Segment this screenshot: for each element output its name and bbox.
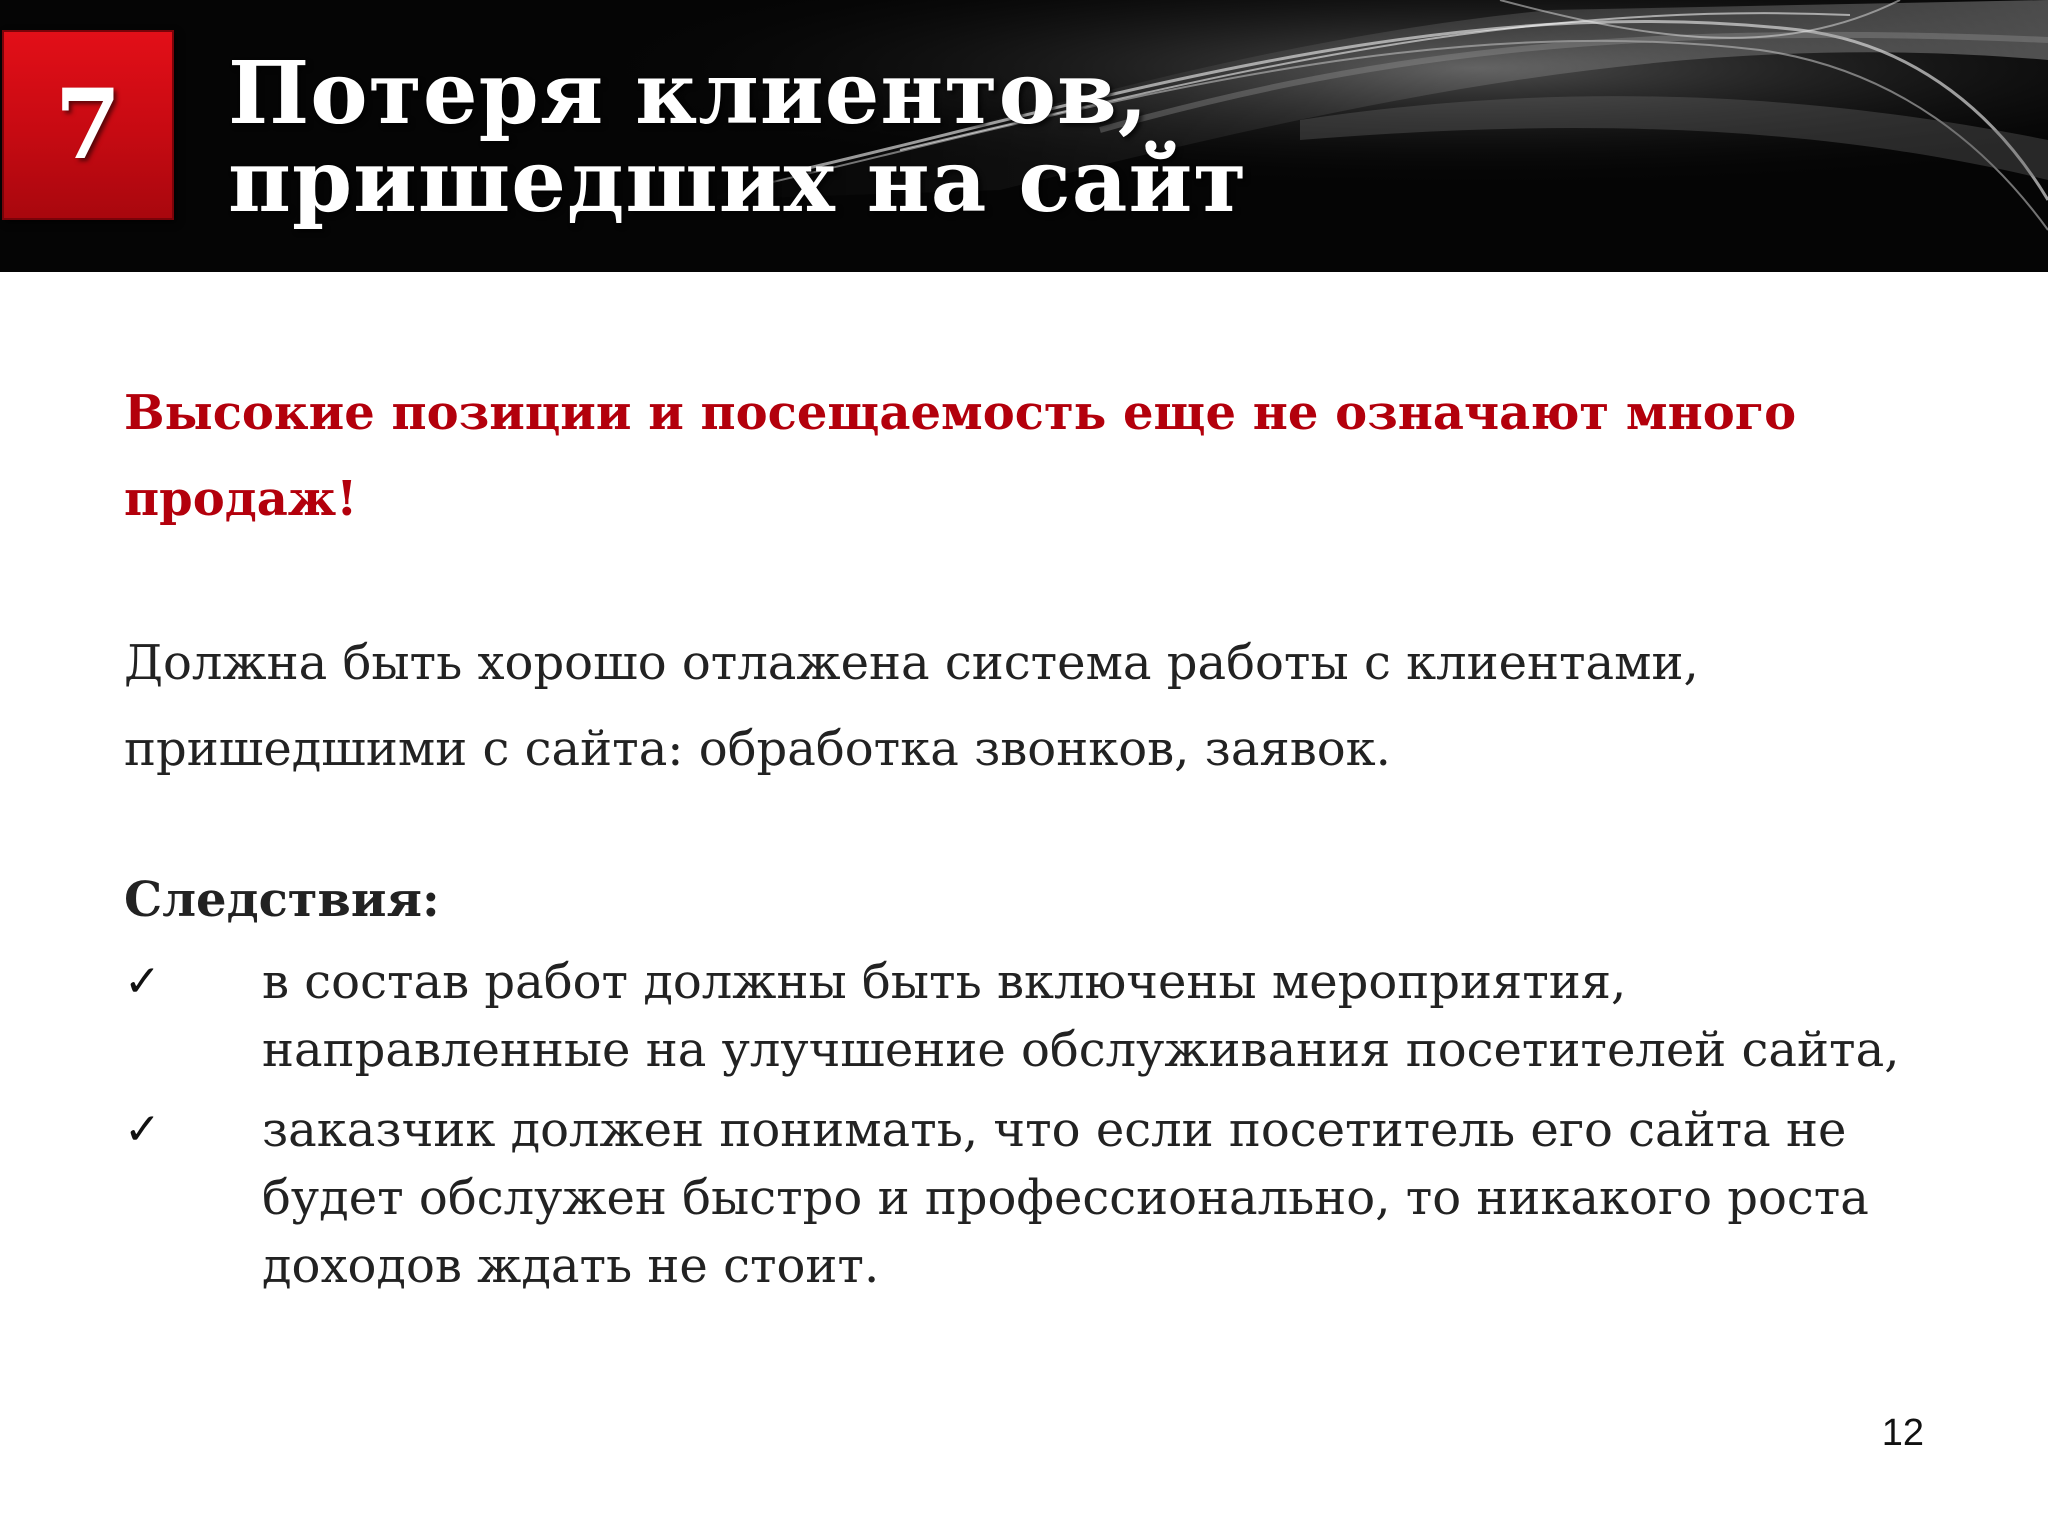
main-paragraph: Должна быть хорошо отлажена система работы с клиентами, пришедшими с сайта: обработка звонков, заявок. <box>124 635 1699 777</box>
highlight-statement: Высокие позиции и посещаемость еще не означают много продаж! <box>124 385 1797 527</box>
checkmark-icon: ✓ <box>124 1104 161 1155</box>
page-number: 12 <box>1881 1412 1924 1454</box>
checkmark-icon: ✓ <box>124 956 161 1007</box>
list-item-text: в состав работ должны быть включены мероприятия, направленные на улучшение обслуживания посетителей сайта, <box>262 954 1900 1078</box>
list-item-text: заказчик должен понимать, что если посетитель его сайта не будет обслужен быстро и профессионально, то никакого роста доходов ждать не стоит. <box>262 1102 1869 1294</box>
consequences-heading: Следствия: <box>124 872 440 928</box>
slide-title-line-2: пришедших на сайт <box>228 131 1248 232</box>
slide-body <box>124 370 1944 1294</box>
slide-number-badge <box>2 30 174 220</box>
slide-number: 7 <box>54 68 122 181</box>
list-item <box>124 1096 1924 1300</box>
slide-title <box>228 43 1248 232</box>
consequences-list <box>124 948 1924 1312</box>
list-item <box>124 948 1924 1084</box>
slide-header <box>0 0 2048 272</box>
slide-title-line-1: Потеря клиентов, <box>228 43 1149 144</box>
